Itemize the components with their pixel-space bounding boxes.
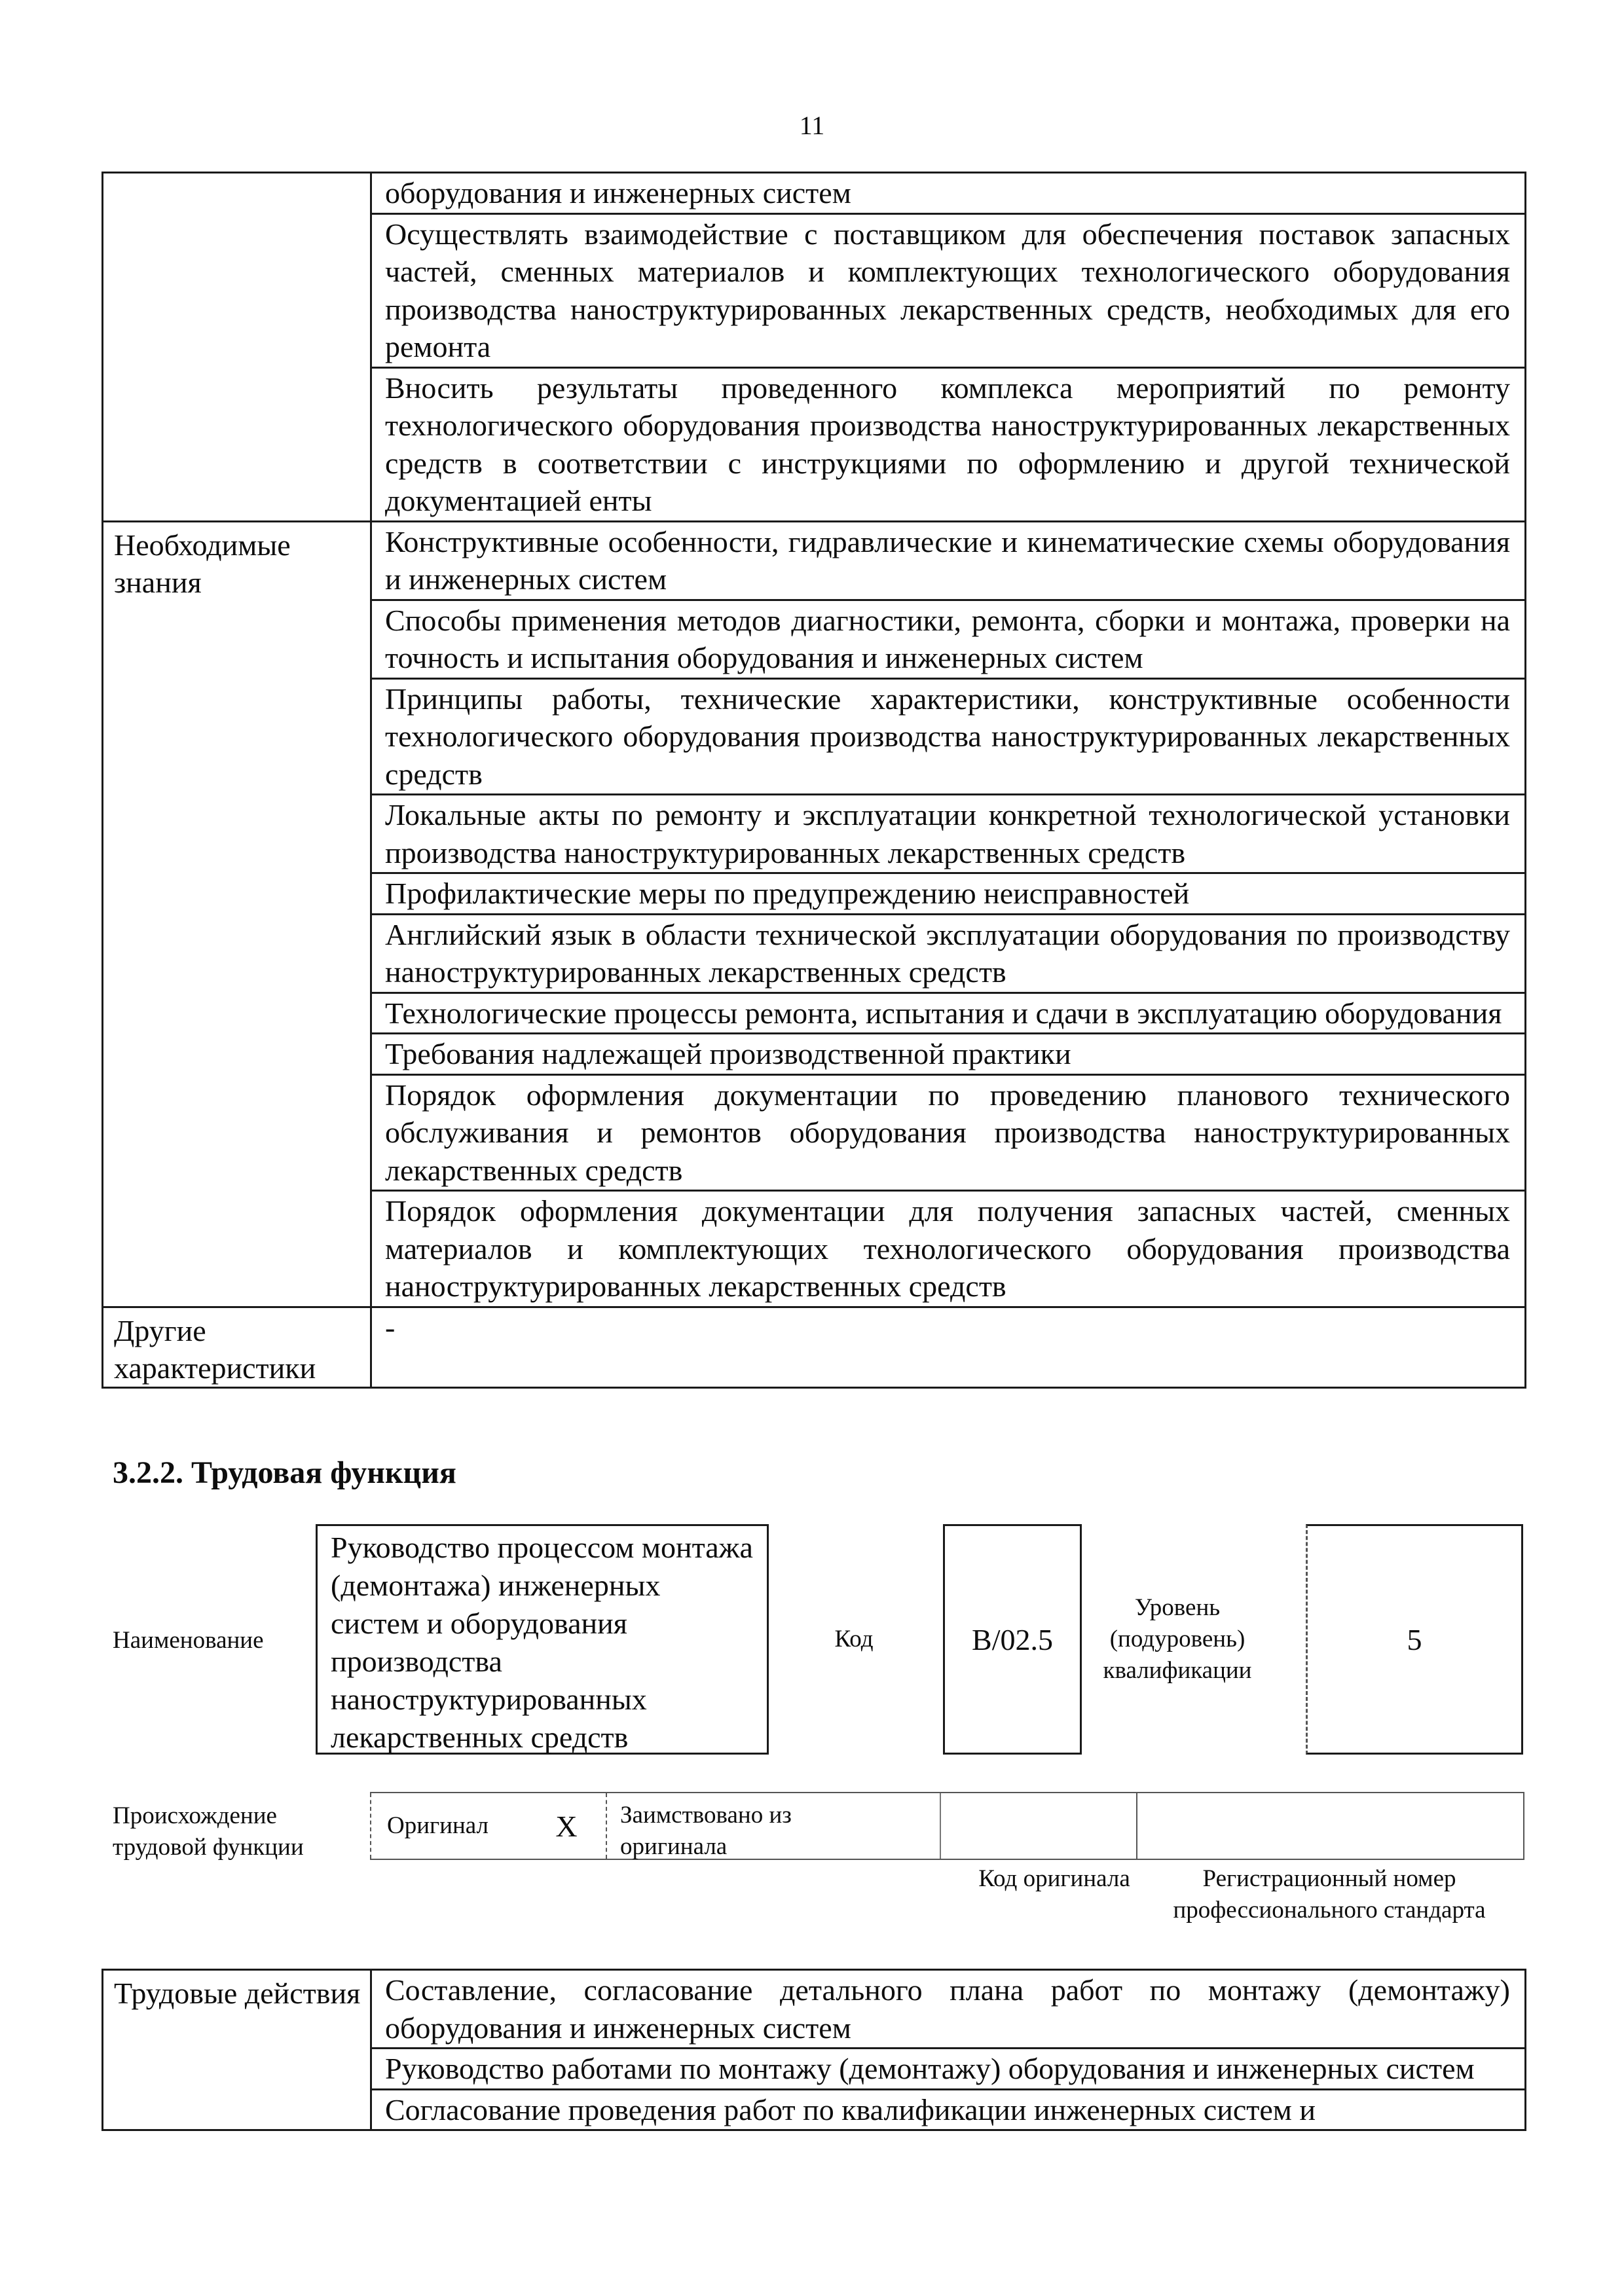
list-item: Технологические процессы ремонта, испытания и сдачи в эксплуатацию оборудования (372, 992, 1524, 1033)
origin-reg-cell (1136, 1793, 1524, 1859)
row-label-knowledge: Необходимые знания (103, 521, 371, 1307)
origin-borrowed: Заимствовано из оригинала (606, 1793, 868, 1859)
level-label: Уровень (подуровень) квалификации (1103, 1594, 1252, 1684)
list-item: Составление, согласование детального плана работ по монтажу (демонтажу) оборудования и инженерных систем (385, 1973, 1510, 2045)
list-item: Способы применения методов диагностики, ремонта, сборки и монтажа, проверки на точность и испытания оборудования и инженерных систем (372, 599, 1524, 678)
list-item: Осуществлять взаимодействие с поставщиком для обеспечения поставок запасных частей, сменных материалов и комплектующих технологического оборудования производства наноструктурированных лекарственных средств, необходимых для его ремонта (372, 213, 1524, 367)
row-label-other: Другие характеристики (103, 1307, 371, 1387)
table-row (103, 521, 1526, 1307)
list-item: Порядок оформления документации по проведению планового технического обслуживания и ремонтов оборудования производства наноструктурированных лекарственных средств (372, 1074, 1524, 1190)
reg-number-caption: Регистрационный номер профессионального стандарта (1173, 1865, 1486, 1923)
list-item: Вносить результаты проведенного комплекса мероприятий по ремонту технологического оборудования производства наноструктурированных лекарственных средств в соответствии с инструкциями по оформлению и другой технической документацией енты (372, 367, 1524, 520)
code-original-caption: Код оригинала (978, 1865, 1130, 1892)
requirements-table (101, 172, 1526, 1389)
origin-label: Происхождение трудовой функции (113, 1802, 304, 1861)
list-item: Порядок оформления документации для получения запасных частей, сменных материалов и комплектующих технологического оборудования производства наноструктурированных лекарственных средств (372, 1190, 1524, 1306)
section-title: 3.2.2. Трудовая функция (113, 1455, 456, 1490)
list-item: Профилактические меры по предупреждению неисправностей (372, 872, 1524, 913)
origin-code-cell (940, 1793, 1136, 1859)
origin-original: Оригинал (370, 1793, 498, 1859)
level-box: 5 (1306, 1524, 1523, 1755)
table-row (103, 1307, 1526, 1387)
table-row (103, 1970, 1526, 2130)
origin-row (370, 1792, 1524, 1860)
list-item: Английский язык в области технической эксплуатации оборудования по производству наноструктурированных лекарственных средств (372, 913, 1524, 992)
origin-mark: X (555, 1809, 578, 1843)
list-item: Согласование проведения работ по квалификации инженерных систем и (372, 2088, 1524, 2130)
list-item: Конструктивные особенности, гидравлические и кинематические схемы оборудования и инженерных систем (385, 524, 1510, 596)
list-item: Требования надлежащей производственной практики (372, 1032, 1524, 1074)
page-number: 11 (799, 111, 825, 140)
row-label-actions: Трудовые действия (103, 1970, 371, 2130)
list-item: Принципы работы, технические характеристики, конструктивные особенности технологического оборудования производства наноструктурированных лекарственных средств (372, 678, 1524, 794)
actions-table (101, 1969, 1526, 2131)
list-item: Руководство работами по монтажу (демонтажу) оборудования и инженерных систем (372, 2047, 1524, 2088)
list-item: Локальные акты по ремонту и эксплуатации конкретной технологической установки производства наноструктурированных лекарственных средств (372, 793, 1524, 872)
list-item: оборудования и инженерных систем (385, 176, 851, 210)
list-item: - (385, 1310, 396, 1344)
row-label (103, 173, 371, 522)
code-box: B/02.5 (943, 1524, 1082, 1755)
name-label: Наименование (113, 1627, 264, 1654)
code-label: Код (834, 1626, 874, 1652)
function-name-box: Руководство процессом монтажа (демонтажа) инженерных систем и оборудования производства наноструктурированных лекарственных средств (316, 1524, 769, 1755)
table-row (103, 173, 1526, 522)
